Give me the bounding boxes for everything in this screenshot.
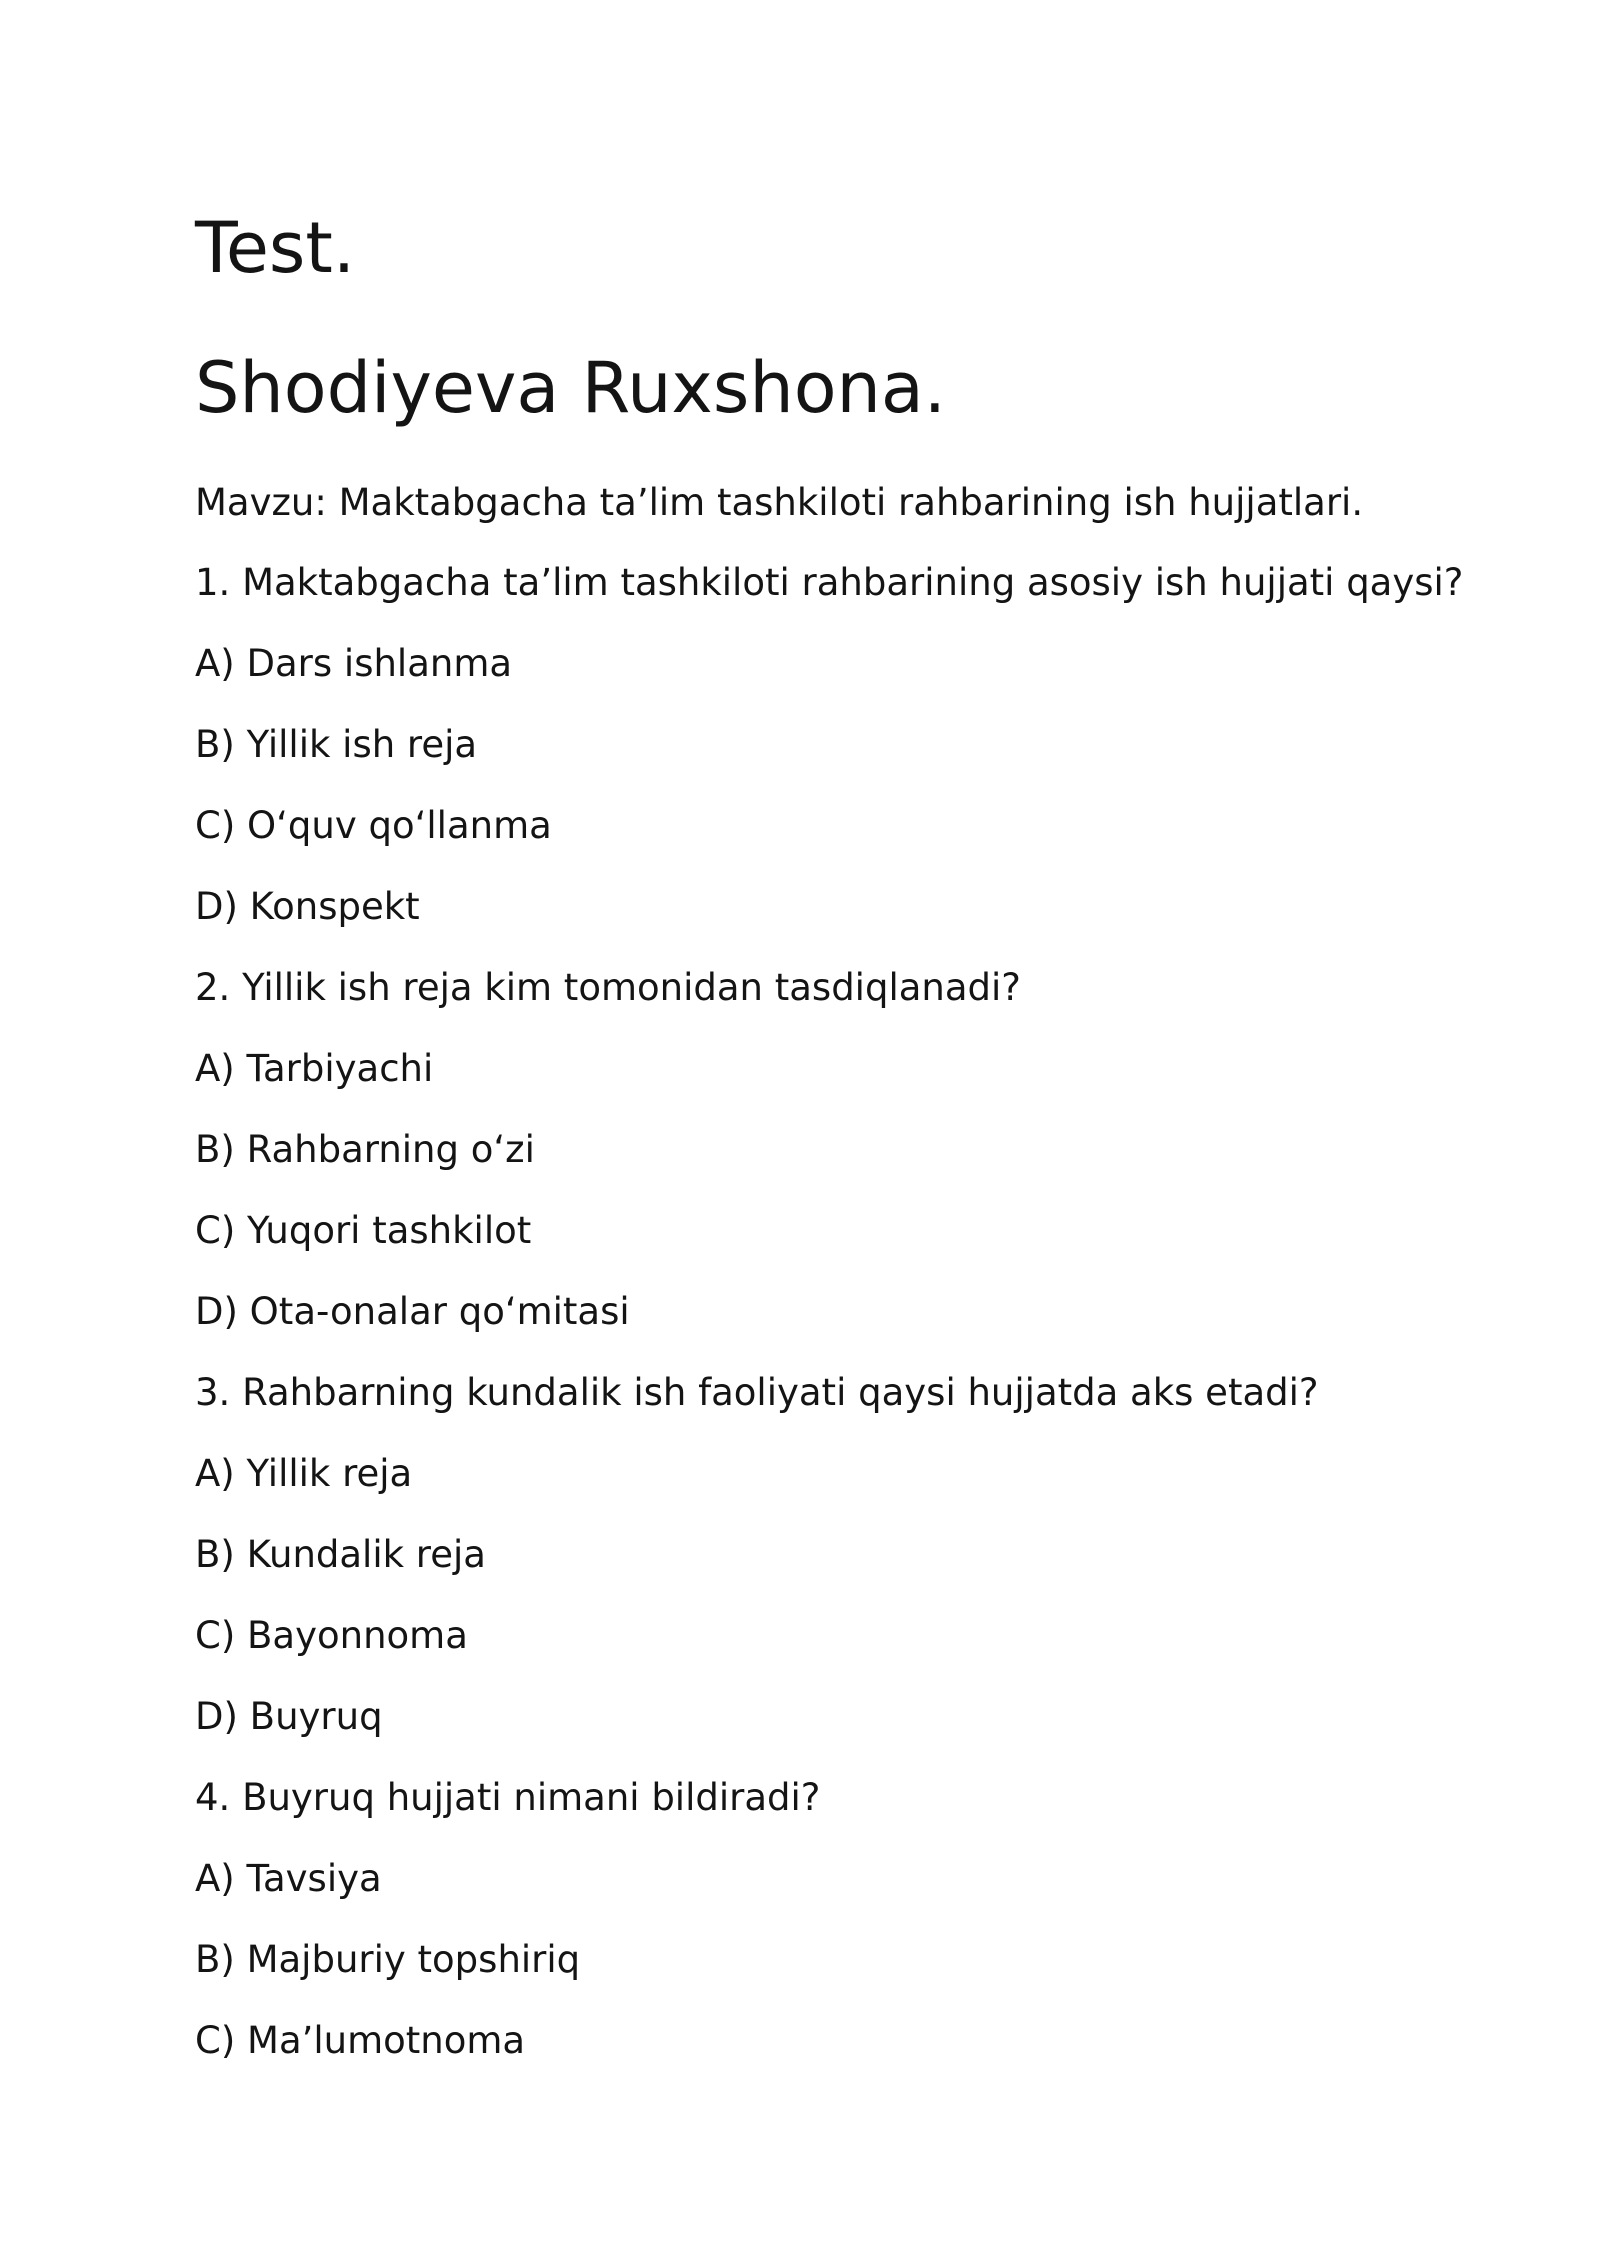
- question-1-option-c: C) O‘quv qo‘llanma: [195, 804, 552, 847]
- author-name: Shodiyeva Ruxshona.: [195, 347, 947, 429]
- question-1-option-b: B) Yillik ish reja: [195, 723, 478, 766]
- question-1-option-a: A) Dars ishlanma: [195, 642, 513, 685]
- question-1: 1. Maktabgacha ta’lim tashkiloti rahbarining asosiy ish hujjati qaysi?: [195, 561, 1464, 604]
- question-3: 3. Rahbarning kundalik ish faoliyati qaysi hujjatda aks etadi?: [195, 1371, 1319, 1414]
- question-2-option-b: B) Rahbarning o‘zi: [195, 1128, 535, 1171]
- question-2-option-a: A) Tarbiyachi: [195, 1047, 434, 1090]
- question-2: 2. Yillik ish reja kim tomonidan tasdiqlanadi?: [195, 966, 1021, 1009]
- topic-line: Mavzu: Maktabgacha ta’lim tashkiloti rahbarining ish hujjatlari.: [195, 481, 1364, 524]
- question-2-option-c: C) Yuqori tashkilot: [195, 1209, 532, 1252]
- question-3-option-d: D) Buyruq: [195, 1695, 383, 1738]
- question-4-option-b: B) Majburiy topshiriq: [195, 1938, 581, 1981]
- question-4: 4. Buyruq hujjati nimani bildiradi?: [195, 1776, 821, 1819]
- question-3-option-c: C) Bayonnoma: [195, 1614, 468, 1657]
- question-4-option-c: C) Ma’lumotnoma: [195, 2019, 526, 2062]
- question-3-option-a: A) Yillik reja: [195, 1452, 413, 1495]
- document-title: Test.: [195, 207, 356, 289]
- question-3-option-b: B) Kundalik reja: [195, 1533, 486, 1576]
- question-4-option-a: A) Tavsiya: [195, 1857, 382, 1900]
- question-1-option-d: D) Konspekt: [195, 885, 420, 928]
- question-2-option-d: D) Ota-onalar qo‘mitasi: [195, 1290, 630, 1333]
